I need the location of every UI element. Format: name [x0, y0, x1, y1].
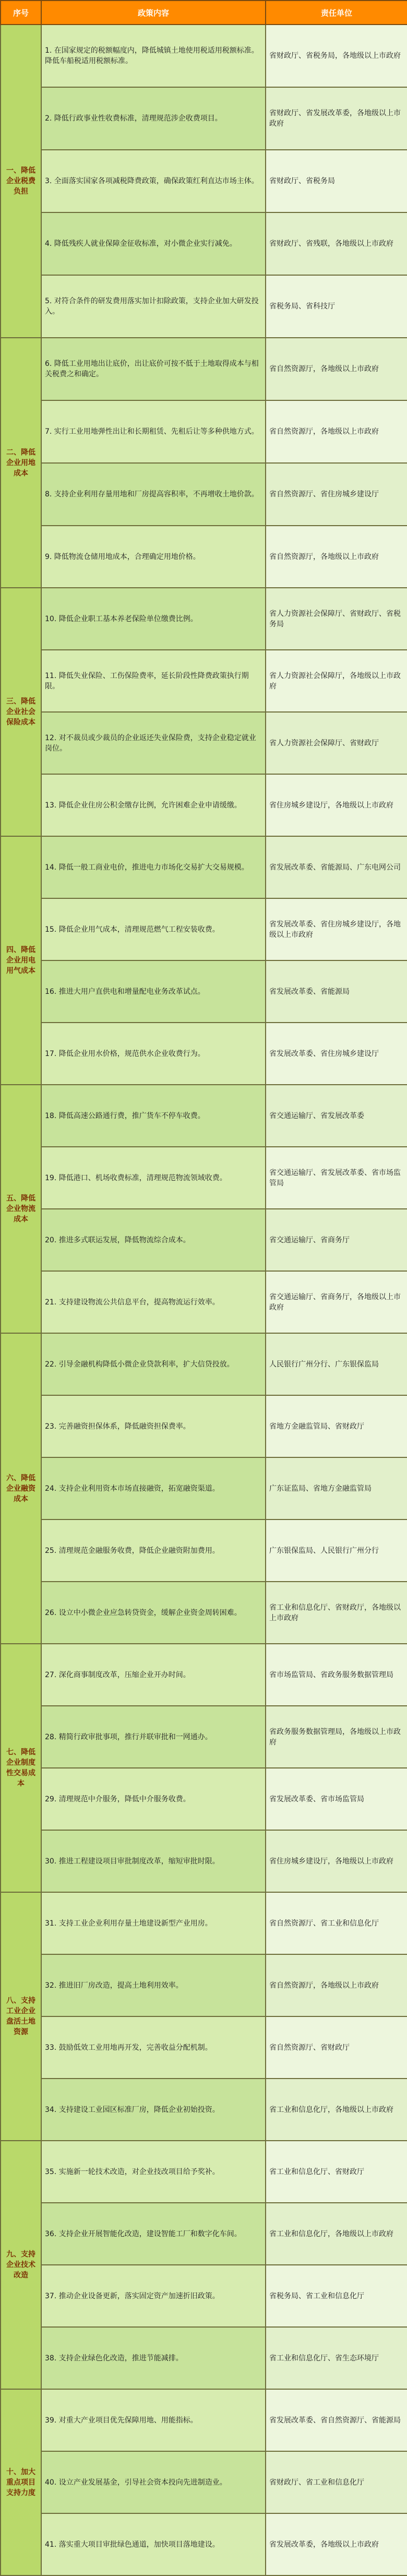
responsible-unit-cell: 省发展改革委、省能源局、广东电网公司 [266, 836, 407, 898]
policy-content-cell: 33. 鼓励低效工业用地再开发，完善收益分配机制。 [41, 2016, 266, 2079]
category-cell: 四、降低企业用电用气成本 [1, 836, 41, 1085]
category-cell: 六、降低企业融资成本 [1, 1333, 41, 1644]
policy-content-cell: 2. 降低行政事业性收费标准，清理规范涉企收费项目。 [41, 87, 266, 150]
policy-content-cell: 9. 降低物流仓储用地成本，合理确定用地价格。 [41, 526, 266, 588]
policy-content-cell: 25. 清理规范金融服务收费，降低企业融资附加费用。 [41, 1520, 266, 1582]
category-cell: 五、降低企业物流成本 [1, 1085, 41, 1333]
policy-content-cell: 13. 降低企业住房公积金缴存比例，允许困难企业申请缓缴。 [41, 774, 266, 836]
responsible-unit-cell: 省税务局、省工业和信息化厅 [266, 2265, 407, 2327]
table-row [1, 275, 407, 338]
table-row [1, 338, 407, 400]
policy-content-cell: 40. 设立产业发展基金，引导社会资本投向先进制造业。 [41, 2451, 266, 2513]
responsible-unit-cell: 省发展改革委，各地级以上市政府 [266, 2513, 407, 2575]
policy-content-cell: 1. 在国家规定的税额幅度内，降低城镇土地使用税适用税额标准。降低车船税适用税额标准。 [41, 25, 266, 87]
policy-content-cell: 19. 降低港口、机场收费标准，清理规范物流领域收费。 [41, 1147, 266, 1209]
responsible-unit-cell: 省发展改革委、省市场监管局 [266, 1768, 407, 1830]
table-row [1, 1209, 407, 1271]
responsible-unit-cell: 省发展改革委、省能源局 [266, 960, 407, 1023]
category-cell: 七、降低企业制度性交易成本 [1, 1644, 41, 1892]
policy-content-cell: 22. 引导金融机构降低小微企业贷款利率，扩大信贷投放。 [41, 1333, 266, 1395]
policy-content-cell: 28. 精简行政审批事项，推行并联审批和一网通办。 [41, 1706, 266, 1768]
responsible-unit-cell: 省政务服务数据管理局，各地级以上市政府 [266, 1706, 407, 1768]
table-row [1, 1457, 407, 1520]
policy-content-cell: 10. 降低企业职工基本养老保险单位缴费比例。 [41, 588, 266, 650]
table-row [1, 25, 407, 87]
policy-content-cell: 24. 支持企业利用资本市场直接融资，拓宽融资渠道。 [41, 1457, 266, 1520]
table-row [1, 898, 407, 960]
table-row [1, 836, 407, 898]
table-row [1, 2016, 407, 2079]
responsible-unit-cell: 省工业和信息化厅、省生态环境厅 [266, 2327, 407, 2389]
responsible-unit-cell: 省自然资源厅，各地级以上市政府 [266, 526, 407, 588]
policy-content-cell: 16. 推进大用户直供电和增量配电业务改革试点。 [41, 960, 266, 1023]
table-row [1, 1644, 407, 1706]
policy-content-cell: 35. 实施新一轮技术改造，对企业技改项目给予奖补。 [41, 2141, 266, 2203]
responsible-unit-cell: 省地方金融监管局、省财政厅 [266, 1395, 407, 1457]
table-row [1, 1768, 407, 1830]
responsible-unit-cell: 省人力资源社会保障厅、省财政厅、省税务局 [266, 588, 407, 650]
table-row [1, 2513, 407, 2575]
responsible-unit-cell: 省财政厅、省残联，各地级以上市政府 [266, 212, 407, 275]
table-row [1, 2327, 407, 2389]
responsible-unit-cell: 人民银行广州分行、广东银保监局 [266, 1333, 407, 1395]
responsible-unit-cell: 省自然资源厅，各地级以上市政府 [266, 338, 407, 400]
policy-content-cell: 21. 支持建设物流公共信息平台，提高物流运行效率。 [41, 1271, 266, 1333]
table-row [1, 2079, 407, 2141]
policy-content-cell: 31. 支持工业企业利用存量土地建设新型产业用房。 [41, 1892, 266, 1954]
table-row [1, 2265, 407, 2327]
category-cell: 三、降低企业社会保险成本 [1, 588, 41, 836]
policy-content-cell: 15. 降低企业用气成本，清理规范燃气工程安装收费。 [41, 898, 266, 960]
policy-content-cell: 7. 实行工业用地弹性出让和长期租赁、先租后让等多种供地方式。 [41, 400, 266, 463]
responsible-unit-cell: 省财政厅、省税务局，各地级以上市政府 [266, 25, 407, 87]
policy-content-cell: 8. 支持企业利用存量用地和厂房提高容积率，不再增收土地价款。 [41, 463, 266, 526]
policy-content-cell: 36. 支持企业开展智能化改造，建设智能工厂和数字化车间。 [41, 2203, 266, 2265]
header-content: 政策内容 [41, 1, 266, 25]
responsible-unit-cell: 省发展改革委、省住房城乡建设厅 [266, 1023, 407, 1085]
table-row [1, 1520, 407, 1582]
table-row [1, 1706, 407, 1768]
category-cell: 二、降低企业用地成本 [1, 338, 41, 588]
responsible-unit-cell: 省工业和信息化厅、省财政厅，各地级以上市政府 [266, 1582, 407, 1644]
responsible-unit-cell: 省财政厅、省税务局 [266, 150, 407, 212]
policy-content-cell: 23. 完善融资担保体系，降低融资担保费率。 [41, 1395, 266, 1457]
table-row [1, 1395, 407, 1457]
policy-content-cell: 26. 设立中小微企业应急转贷资金，缓解企业资金周转困难。 [41, 1582, 266, 1644]
policy-content-cell: 17. 降低企业用水价格，规范供水企业收费行为。 [41, 1023, 266, 1085]
table-row [1, 1085, 407, 1147]
responsible-unit-cell: 广东证监局、省地方金融监管局 [266, 1457, 407, 1520]
table-row [1, 774, 407, 836]
table-row [1, 1954, 407, 2016]
policy-content-cell: 6. 降低工业用地出让底价，出让底价可按不低于土地取得成本与相关税费之和确定。 [41, 338, 266, 400]
responsible-unit-cell: 省工业和信息化厅，各地级以上市政府 [266, 2203, 407, 2265]
responsible-unit-cell: 省财政厅、省工业和信息化厅 [266, 2451, 407, 2513]
responsible-unit-cell: 省税务局、省科技厅 [266, 275, 407, 338]
responsible-unit-cell: 省工业和信息化厅、省财政厅 [266, 2141, 407, 2203]
table-row [1, 1333, 407, 1395]
table-row [1, 87, 407, 150]
table-row [1, 1830, 407, 1892]
responsible-unit-cell: 省交通运输厅、省发展改革委、省市场监管局 [266, 1147, 407, 1209]
table-row [1, 150, 407, 212]
policy-content-cell: 29. 清理规范中介服务，降低中介服务收费。 [41, 1768, 266, 1830]
policy-content-cell: 3. 全面落实国家各项减税降费政策，确保政策红利直达市场主体。 [41, 150, 266, 212]
policy-content-cell: 12. 对不裁员或少裁员的企业返还失业保险费，支持企业稳定就业岗位。 [41, 712, 266, 774]
table-row [1, 1271, 407, 1333]
table-row [1, 1023, 407, 1085]
table-row [1, 1147, 407, 1209]
table-row [1, 2451, 407, 2513]
header-seq: 序号 [1, 1, 41, 25]
policy-content-cell: 38. 支持企业绿色化改造，推进节能减排。 [41, 2327, 266, 2389]
policy-content-cell: 37. 推动企业设备更新，落实固定资产加速折旧政策。 [41, 2265, 266, 2327]
policy-content-cell: 27. 深化商事制度改革，压缩企业开办时间。 [41, 1644, 266, 1706]
responsible-unit-cell: 省交通运输厅、省发展改革委 [266, 1085, 407, 1147]
table-row [1, 960, 407, 1023]
category-cell: 一、降低企业税费负担 [1, 25, 41, 338]
table-row [1, 526, 407, 588]
responsible-unit-cell: 省住房城乡建设厅，各地级以上市政府 [266, 774, 407, 836]
policy-content-cell: 30. 推进工程建设项目审批制度改革，缩短审批时限。 [41, 1830, 266, 1892]
responsible-unit-cell: 省工业和信息化厅，各地级以上市政府 [266, 2079, 407, 2141]
responsible-unit-cell: 省交通运输厅、省商务厅，各地级以上市政府 [266, 1271, 407, 1333]
table-row [1, 400, 407, 463]
responsible-unit-cell: 省财政厅、省发展改革委，各地级以上市政府 [266, 87, 407, 150]
policy-content-cell: 11. 降低失业保险、工伤保险费率，延长阶段性降费政策执行期限。 [41, 650, 266, 712]
responsible-unit-cell: 省自然资源厅、省工业和信息化厅 [266, 1892, 407, 1954]
responsible-unit-cell: 省交通运输厅、省商务厅 [266, 1209, 407, 1271]
policy-content-cell: 39. 对重大产业项目优先保障用地、用能指标。 [41, 2389, 266, 2451]
responsible-unit-cell: 省市场监管局、省政务服务数据管理局 [266, 1644, 407, 1706]
category-cell: 十、加大重点项目支持力度 [1, 2389, 41, 2575]
table-row [1, 2203, 407, 2265]
responsible-unit-cell: 省发展改革委、省自然资源厅、省能源局 [266, 2389, 407, 2451]
policy-content-cell: 34. 支持建设工业园区标准厂房，降低企业初始投资。 [41, 2079, 266, 2141]
table-row [1, 463, 407, 526]
policy-content-cell: 32. 推进旧厂房改造，提高土地利用效率。 [41, 1954, 266, 2016]
policy-content-cell: 5. 对符合条件的研发费用落实加计扣除政策，支持企业加大研发投入。 [41, 275, 266, 338]
table-row [1, 712, 407, 774]
table-row [1, 2389, 407, 2451]
category-cell: 九、支持企业技术改造 [1, 2141, 41, 2389]
table-row [1, 588, 407, 650]
table-row [1, 212, 407, 275]
policy-content-cell: 20. 推进多式联运发展，降低物流综合成本。 [41, 1209, 266, 1271]
responsible-unit-cell: 广东银保监局、人民银行广州分行 [266, 1520, 407, 1582]
responsible-unit-cell: 省人力资源社会保障厅，各地级以上市政府 [266, 650, 407, 712]
responsible-unit-cell: 省自然资源厅，各地级以上市政府 [266, 1954, 407, 2016]
policy-content-cell: 18. 降低高速公路通行费，推广货车不停车收费。 [41, 1085, 266, 1147]
category-cell: 八、支持工业企业盘活土地资源 [1, 1892, 41, 2141]
responsible-unit-cell: 省自然资源厅、省财政厅 [266, 2016, 407, 2079]
responsible-unit-cell: 省自然资源厅，各地级以上市政府 [266, 400, 407, 463]
responsible-unit-cell: 省人力资源社会保障厅、省财政厅 [266, 712, 407, 774]
header-row [1, 1, 407, 25]
responsible-unit-cell: 省发展改革委、省住房城乡建设厅，各地级以上市政府 [266, 898, 407, 960]
table-row [1, 2141, 407, 2203]
responsible-unit-cell: 省自然资源厅、省住房城乡建设厅 [266, 463, 407, 526]
table-row [1, 1582, 407, 1644]
policy-content-cell: 4. 降低残疾人就业保障金征收标准，对小微企业实行减免。 [41, 212, 266, 275]
header-responsible: 责任单位 [266, 1, 407, 25]
table-row [1, 650, 407, 712]
policy-content-cell: 41. 落实重大项目审批绿色通道，加快项目落地建设。 [41, 2513, 266, 2575]
responsible-unit-cell: 省住房城乡建设厅，各地级以上市政府 [266, 1830, 407, 1892]
table-body [1, 25, 407, 2575]
table-row [1, 1892, 407, 1954]
policy-content-cell: 14. 降低一般工商业电价，推进电力市场化交易扩大交易规模。 [41, 836, 266, 898]
